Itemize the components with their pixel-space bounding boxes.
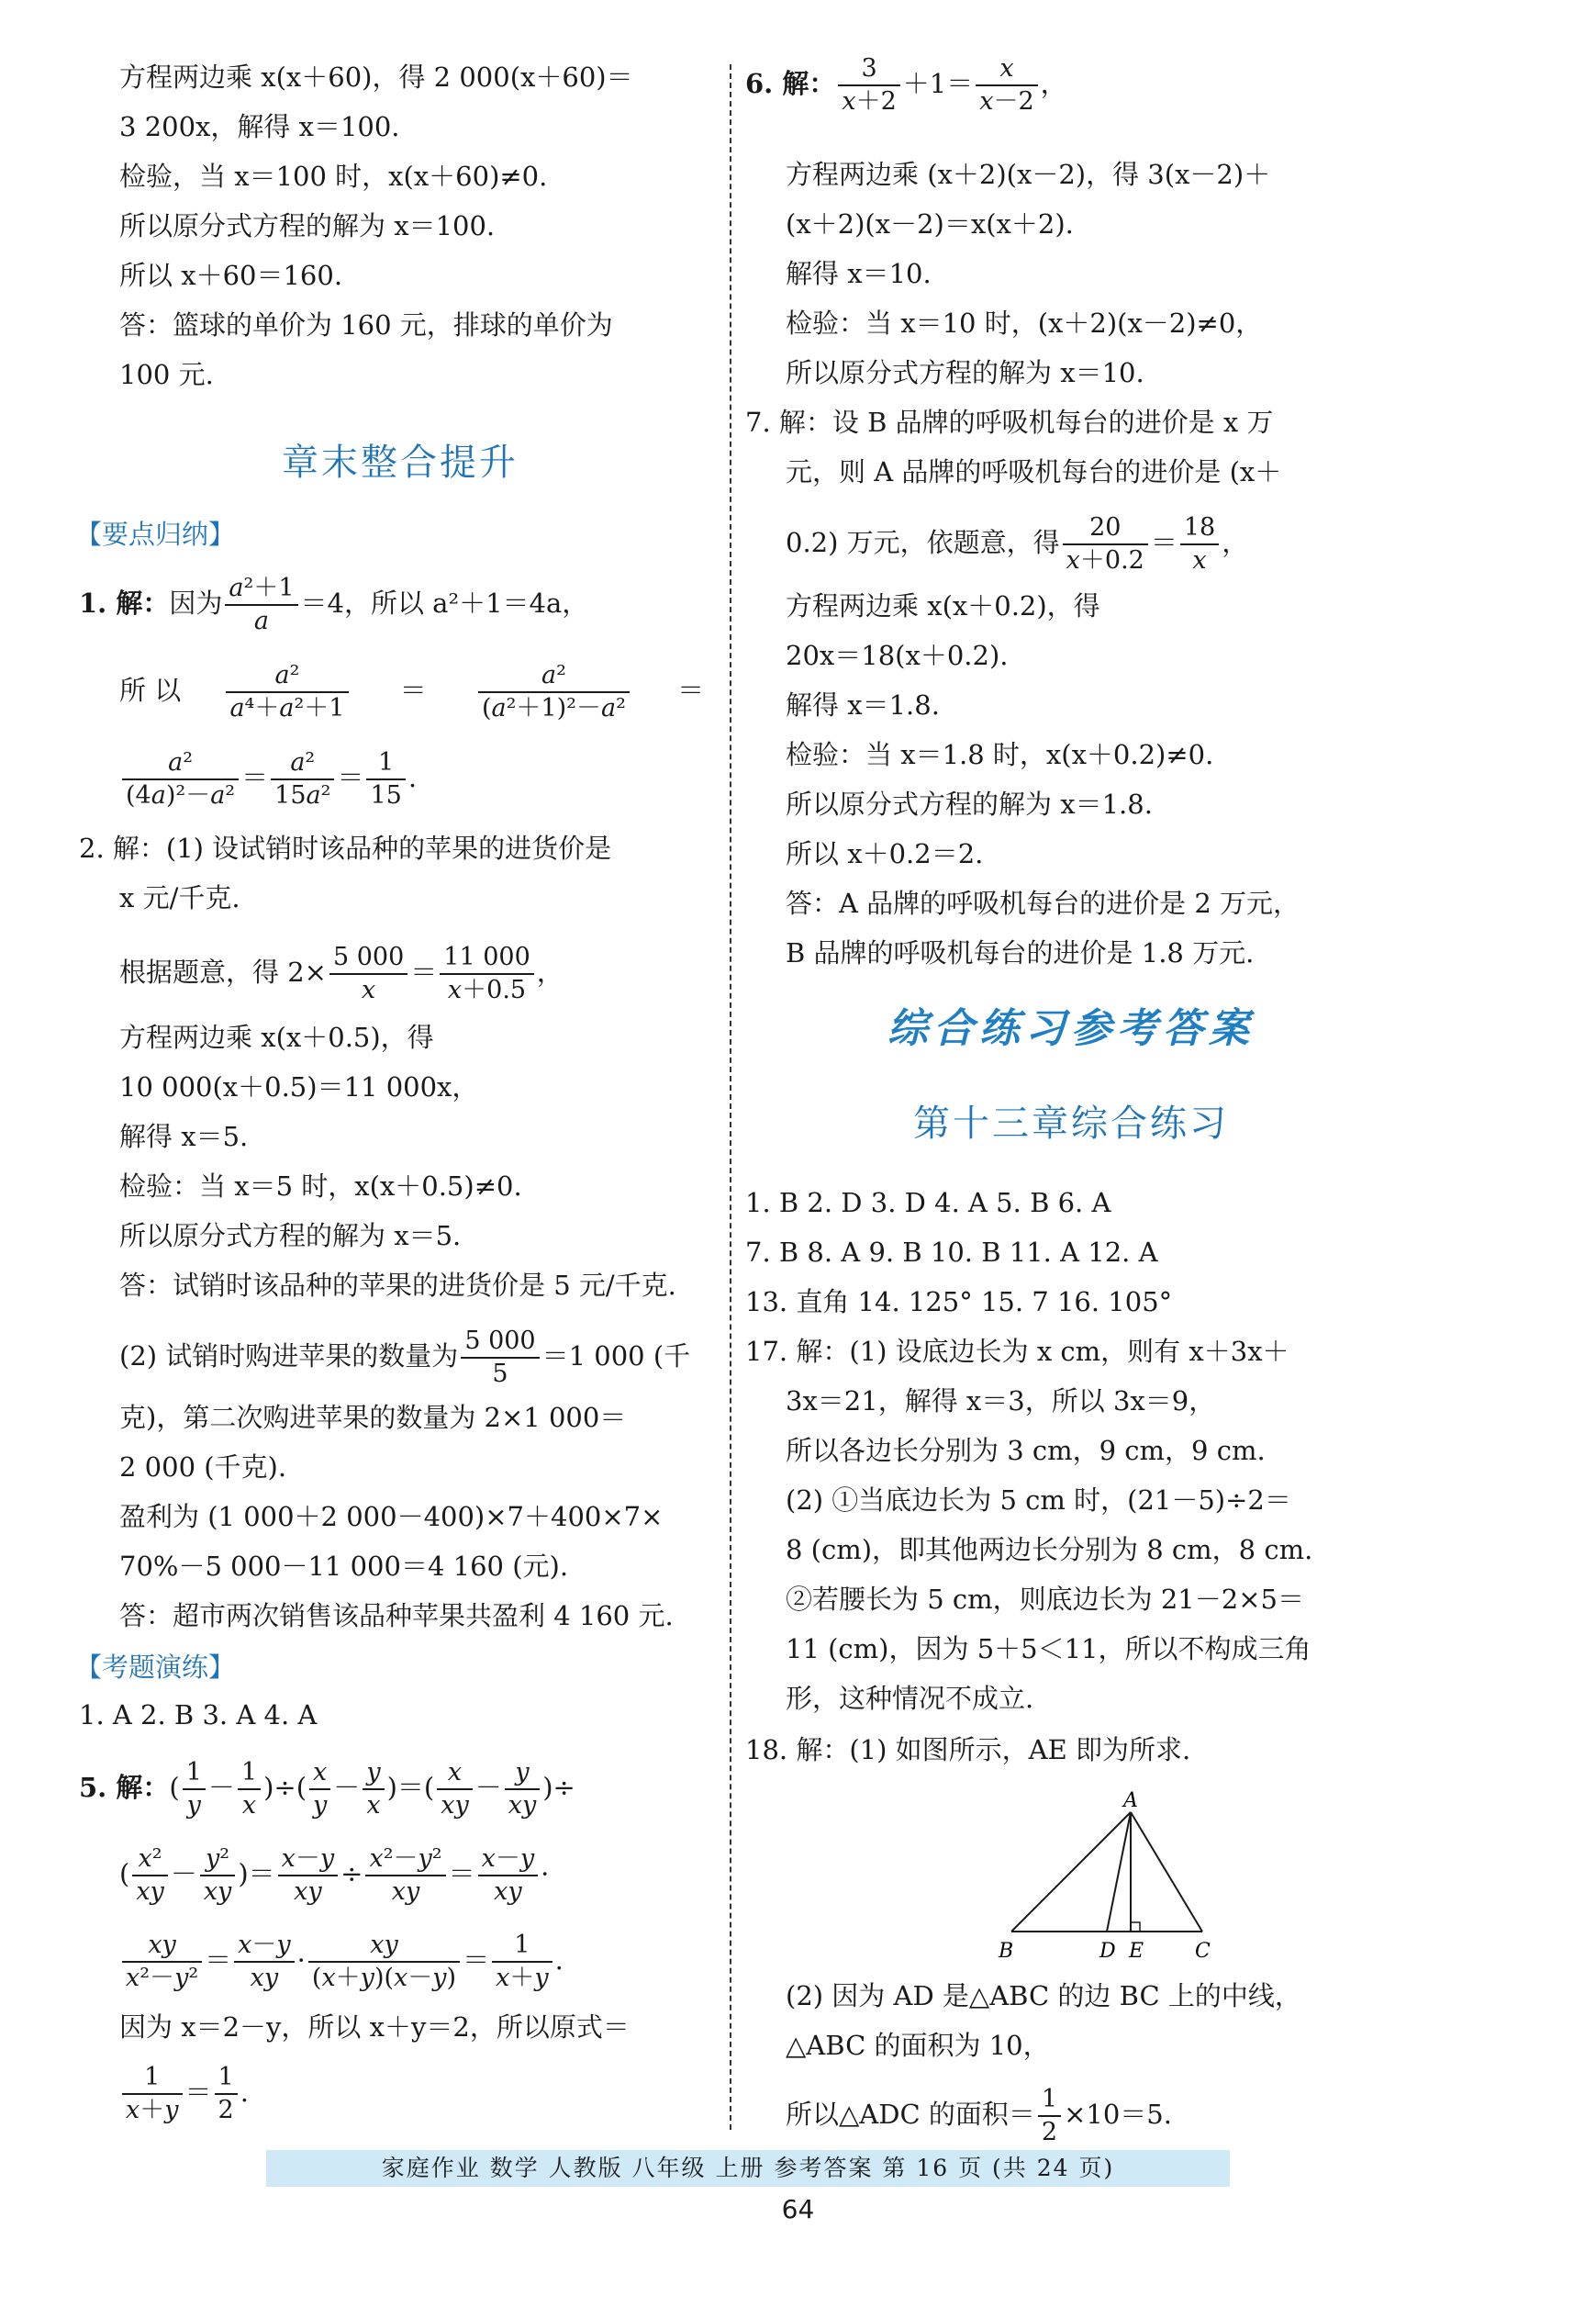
q2-line: 2 000 (千克). bbox=[119, 1451, 287, 1483]
mc-answers: 13. 直角 14. 125° 15. 7 16. 105° bbox=[745, 1286, 1173, 1317]
q2-line: 方程两边乘 x(x＋0.5)，得 bbox=[119, 1022, 434, 1053]
q7-line: 检验：当 x＝1.8 时，x(x＋0.2)≠0. bbox=[786, 739, 1214, 770]
q5-line1: 5. 解：( $\frac{1}{y}$ － $\frac{1}{x}$ )÷( $\frac{x}{y}$ － $\frac{y}{x}$ )＝( $\frac{x}{xy}$ － $\frac{y}{xy}$ )÷ bbox=[79, 1758, 575, 1820]
q6-line: 方程两边乘 (x＋2)(x－2)，得 3(x－2)＋ bbox=[786, 159, 1271, 190]
q18-line: △ABC 的面积为 10， bbox=[786, 2030, 1050, 2061]
q7-line: 20x＝18(x＋0.2). bbox=[786, 640, 1009, 671]
q6-line: 6. 解： $\frac{3}{x+2}$ ＋1＝ $\frac{x}{x-2}$ ， bbox=[745, 54, 1067, 116]
q2-line: 克)，第二次购进苹果的数量为 2×1 000＝ bbox=[119, 1402, 627, 1433]
page-number: 64 bbox=[781, 2194, 815, 2224]
q2-line: 答：超市两次销售该品种苹果共盈利 4 160 元. bbox=[119, 1600, 674, 1631]
chapter-title: 第十三章综合练习 bbox=[913, 1103, 1229, 1145]
q7-line: 所以 x＋0.2＝2. bbox=[786, 838, 984, 869]
q17-line: ②若腰长为 5 cm，则底边长为 21－2×5＝ bbox=[786, 1584, 1304, 1615]
q7-line: 答：A 品牌的呼吸机每台的进价是 2 万元， bbox=[786, 888, 1300, 919]
q7-line: B 品牌的呼吸机每台的进价是 1.8 万元. bbox=[786, 937, 1255, 969]
q17-line: 形，这种情况不成立. bbox=[786, 1683, 1034, 1714]
q17-line: 3x＝21，解得 x＝3，所以 3x＝9， bbox=[786, 1385, 1216, 1417]
text-line: 检验，当 x＝100 时，x(x＋60)≠0. bbox=[119, 161, 548, 192]
text-line: 方程两边乘 x(x＋60)，得 2 000(x＋60)＝ bbox=[119, 62, 633, 93]
q5-line4: 因为 x＝2－y，所以 x＋y＝2，所以原式＝ bbox=[119, 2011, 630, 2043]
q2-line: 70%－5 000－11 000＝4 160 (元). bbox=[119, 1551, 569, 1582]
q2-line: 检验：当 x＝5 时，x(x＋0.5)≠0. bbox=[119, 1170, 522, 1202]
q18-line: (2) 因为 AD 是△ABC 的边 BC 上的中线， bbox=[786, 1980, 1301, 2011]
q7-line: 7. 解：设 B 品牌的呼吸机每台的进价是 x 万 bbox=[745, 407, 1274, 438]
q2-line: 根据题意，得 2× $\frac{5 000}{x}$ ＝ $\frac{11 000}{x+0.5}$ ， bbox=[119, 943, 564, 1004]
mc-answers: 7. B 8. A 9. B 10. B 11. A 12. A bbox=[745, 1237, 1158, 1268]
mc-answers: 1. A 2. B 3. A 4. A bbox=[79, 1699, 318, 1730]
q5-line5: $\frac{1}{x+y}$ ＝ $\frac{1}{2}$ . bbox=[79, 2062, 249, 2126]
text-line: 100 元. bbox=[119, 359, 214, 390]
q2-line: (2) 试销时购进苹果的数量为 $\frac{5 000}{5}$ ＝1 000 (千 bbox=[119, 1327, 691, 1388]
q2-line: 盈利为 (1 000＋2 000－400)×7＋400×7× bbox=[119, 1501, 664, 1532]
q7-line: 方程两边乘 x(x＋0.2)，得 bbox=[786, 590, 1100, 622]
vertex-B-label: B bbox=[999, 1940, 1014, 1963]
text-line: 答：篮球的单价为 160 元，排球的单价为 bbox=[119, 309, 613, 341]
q6-line: 检验：当 x＝10 时，(x＋2)(x－2)≠0， bbox=[786, 308, 1263, 339]
q2-line: 答：试销时该品种的苹果的进货价是 5 元/千克. bbox=[119, 1270, 676, 1301]
q7-line: 元，则 A 品牌的呼吸机每台的进价是 (x＋ bbox=[786, 456, 1282, 487]
q6-line: (x＋2)(x－2)＝x(x＋2). bbox=[786, 208, 1074, 240]
q17-line: (2) ①当底边长为 5 cm 时，(21－5)÷2＝ bbox=[786, 1484, 1291, 1516]
q2-line: 解得 x＝5. bbox=[119, 1121, 249, 1152]
q2-line: 所以原分式方程的解为 x＝5. bbox=[119, 1220, 462, 1251]
text-line: 3 200x，解得 x＝100. bbox=[119, 111, 400, 142]
point-D-label: D bbox=[1099, 1940, 1116, 1963]
q17-line: 所以各边长分别为 3 cm，9 cm，9 cm. bbox=[786, 1435, 1266, 1466]
triangle-figure bbox=[984, 1785, 1222, 1968]
section-tag: 【要点归纳】 bbox=[75, 519, 236, 550]
q18-line: 所以△ADC 的面积＝ $\frac{1}{2}$ ×10＝5. bbox=[786, 2085, 1172, 2146]
column-divider bbox=[730, 64, 731, 2130]
q6-line: 所以原分式方程的解为 x＝10. bbox=[786, 357, 1144, 388]
q7-line: 解得 x＝1.8. bbox=[786, 689, 940, 721]
point-E-label: E bbox=[1129, 1940, 1144, 1963]
footer-bar: 家庭作业 数学 人教版 八年级 上册 参考答案 第 16 页 (共 24 页) bbox=[266, 2150, 1230, 2187]
vertex-C-label: C bbox=[1195, 1940, 1211, 1963]
answers-title: 综合练习参考答案 bbox=[887, 1005, 1255, 1052]
q1-line3: $\frac{\text{a²}}{\text{(4a)²－a²}}$ ＝ $\frac{\text{a²}}{\text{15a²}}$ ＝ $\frac{1}{15}$ . bbox=[79, 747, 417, 812]
q1-line2: 所 以 $\frac{\text{a²}}{\text{a⁴＋a²＋1}}$ ＝ $\frac{\text{a²}}{\text{(a²＋1)²－a²}}$ ＝ bbox=[119, 661, 705, 722]
q7-line: 0.2) 万元，依题意，得 $\frac{20}{x+0.2}$ ＝ $\frac{18}{x}$ ， bbox=[786, 513, 1249, 575]
q5-line3: $\frac{xy}{\text{x²－y²}}$ ＝ $\frac{x-y}{xy}$ · $\frac{xy}{(x+y)(x-y)}$ ＝ $\frac{1}{x+y}$ . bbox=[79, 1930, 564, 1994]
q17-line: 17. 解：(1) 设底边长为 x cm，则有 x＋3x＋ bbox=[745, 1336, 1289, 1367]
section-tag: 【考题演练】 bbox=[75, 1652, 236, 1683]
q17-line: 8 (cm)，即其他两边长分别为 8 cm，8 cm. bbox=[786, 1534, 1313, 1565]
q2-line: 10 000(x＋0.5)＝11 000x， bbox=[119, 1071, 479, 1103]
q2-line: x 元/千克. bbox=[119, 882, 240, 913]
section-title: 章末整合提升 bbox=[282, 442, 519, 484]
mc-answers: 1. B 2. D 3. D 4. A 5. B 6. A bbox=[745, 1187, 1111, 1218]
q2-line: 2. 解：(1) 设试销时该品种的苹果的进货价是 bbox=[79, 833, 612, 864]
vertex-A-label: A bbox=[1123, 1789, 1138, 1812]
q18-line: 18. 解：(1) 如图所示，AE 即为所求. bbox=[745, 1734, 1191, 1765]
q17-line: 11 (cm)，因为 5＋5＜11，所以不构成三角 bbox=[786, 1633, 1311, 1664]
text-line: 所以原分式方程的解为 x＝100. bbox=[119, 210, 496, 241]
q6-line: 解得 x＝10. bbox=[786, 258, 932, 289]
q7-line: 所以原分式方程的解为 x＝1.8. bbox=[786, 789, 1153, 820]
text-line: 所以 x＋60＝160. bbox=[119, 260, 343, 291]
q1-line1: 1. 解：因为 $\frac{\text{a²＋1}}{a}$ ＝4，所以 a²＋1＝4a， bbox=[79, 574, 589, 635]
q5-line2: ( $\frac{\text{x²}}{xy}$ － $\frac{\text{y²}}{xy}$ )＝ $\frac{x-y}{xy}$ ÷ $\frac{\text{x²－y²}}{xy}$ ＝ $\frac{x-y}{xy}$ · bbox=[119, 1844, 550, 1906]
